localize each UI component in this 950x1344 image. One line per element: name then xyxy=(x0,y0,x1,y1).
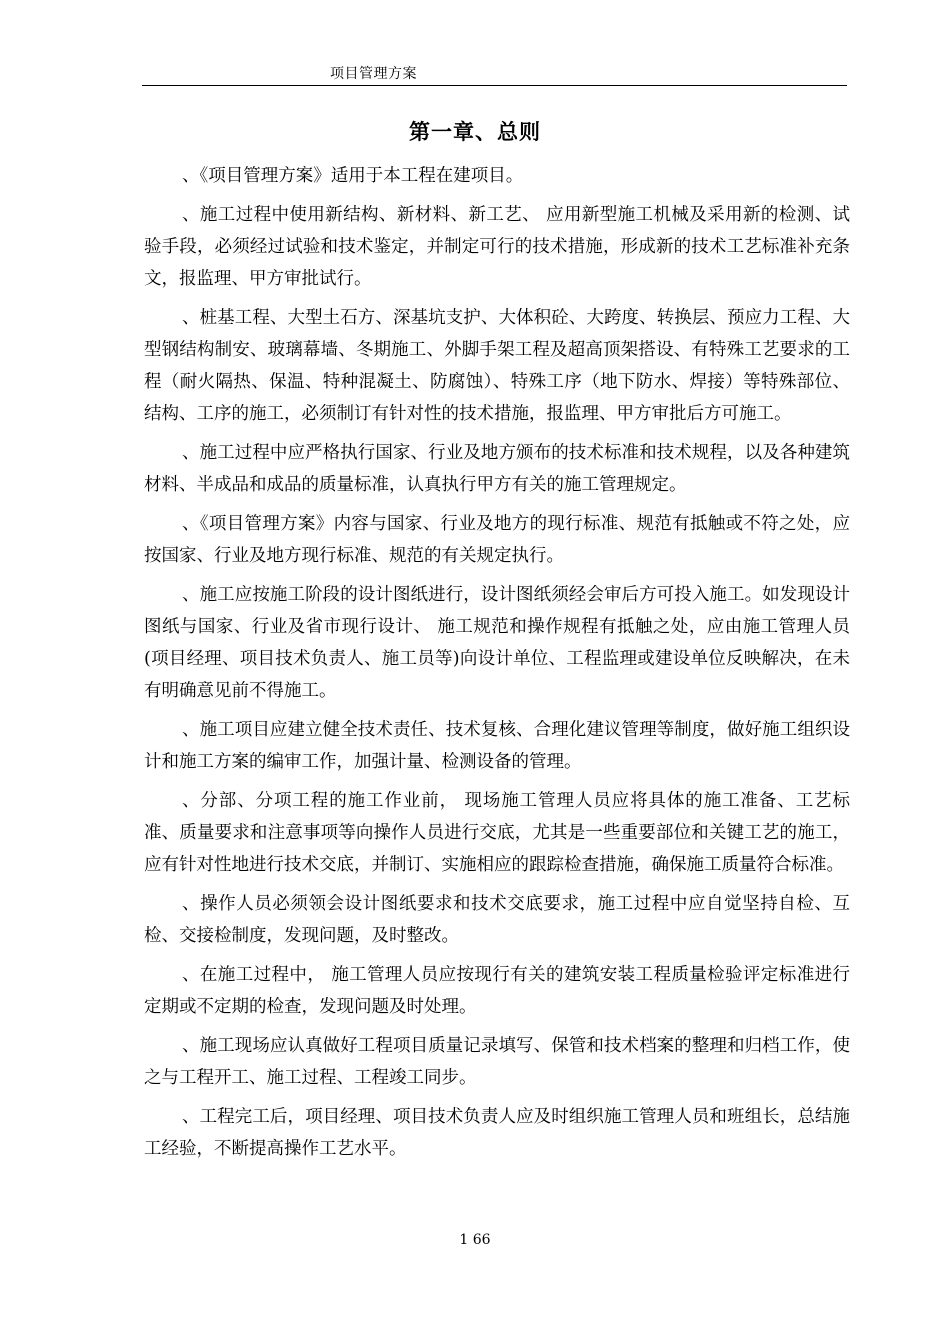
paragraph-2: 、施工过程中使用新结构、新材料、新工艺、 应用新型施工机械及采用新的检测、试验手段，必须经过试验和技术鉴定，并制定可行的技术措施，形成新的技术工艺标准补充条文，报监理、甲方审批试行。 xyxy=(144,205,850,289)
chapter-title: 第一章、总则 xyxy=(409,120,541,144)
document-body xyxy=(144,160,850,1172)
paragraph-9: 、操作人员必须领会设计图纸要求和技术交底要求，施工过程中应自觉坚持自检、互检、交接检制度，发现问题，及时整改。 xyxy=(144,894,850,946)
paragraph-7: 、施工项目应建立健全技术责任、技术复核、合理化建议管理等制度，做好施工组织设计和施工方案的编审工作，加强计量、检测设备的管理。 xyxy=(144,720,850,772)
paragraph-4: 、施工过程中应严格执行国家、行业及地方颁布的技术标准和技术规程，以及各种建筑材料、半成品和成品的质量标准，认真执行甲方有关的施工管理规定。 xyxy=(144,443,850,495)
paragraph-1: 、《项目管理方案》适用于本工程在建项目。 xyxy=(182,166,524,186)
paragraph-3: 、桩基工程、大型土石方、深基坑支护、大体积砼、大跨度、转换层、预应力工程、大型钢结构制安、玻璃幕墙、冬期施工、外脚手架工程及超高顶架搭设、有特殊工艺要求的工程（耐火隔热、保温、特种混凝土、防腐蚀）、特殊工序（地下防水、焊接）等特殊部位、结构、工序的施工，必须制订有针对性的技术措施，报监理、甲方审批后方可施工。 xyxy=(144,308,850,424)
header-divider xyxy=(142,85,847,86)
paragraph-12: 、工程完工后，项目经理、项目技术负责人应及时组织施工管理人员和班组长，总结施工经验，不断提高操作工艺水平。 xyxy=(144,1107,850,1159)
page-number: 1 66 xyxy=(459,1232,491,1248)
running-header: 项目管理方案 xyxy=(330,66,417,82)
paragraph-10: 、在施工过程中， 施工管理人员应按现行有关的建筑安装工程质量检验评定标准进行定期或不定期的检查，发现问题及时处理。 xyxy=(144,965,850,1017)
paragraph-11: 、施工现场应认真做好工程项目质量记录填写、保管和技术档案的整理和归档工作，使之与工程开工、施工过程、工程竣工同步。 xyxy=(144,1036,850,1088)
paragraph-8: 、分部、分项工程的施工作业前， 现场施工管理人员应将具体的施工准备、工艺标准、质量要求和注意事项等向操作人员进行交底，尤其是一些重要部位和关键工艺的施工，应有针对性地进行技术交底，并制订、实施相应的跟踪检查措施，确保施工质量符合标准。 xyxy=(144,791,850,875)
paragraph-5: 、《项目管理方案》内容与国家、行业及地方的现行标准、规范有抵触或不符之处，应按国家、行业及地方现行标准、规范的有关规定执行。 xyxy=(144,514,850,566)
paragraph-6: 、施工应按施工阶段的设计图纸进行，设计图纸须经会审后方可投入施工。如发现设计图纸与国家、行业及省市现行设计、 施工规范和操作规程有抵触之处，应由施工管理人员(项目经理、项目技术负责人、施工员等)向设计单位、工程监理或建设单位反映解决，在未有明确意见前不得施工。 xyxy=(144,585,850,701)
